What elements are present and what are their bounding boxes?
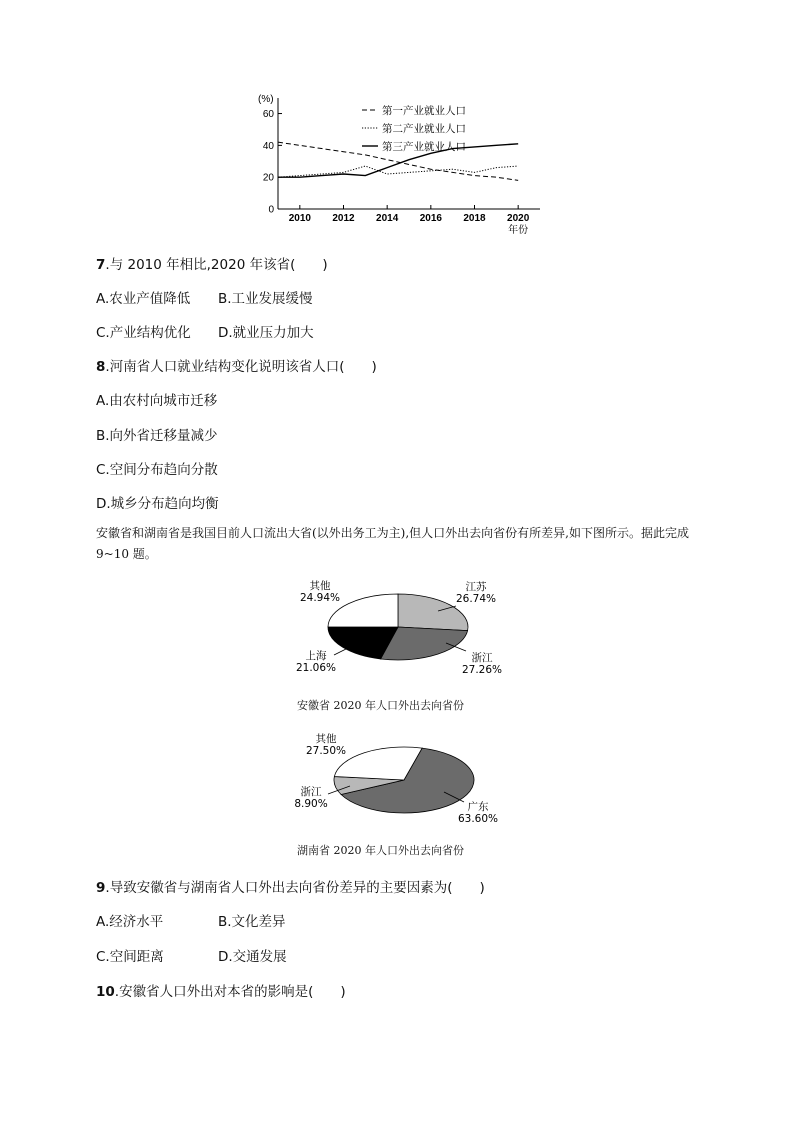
y-tick-label: 20 (262, 172, 274, 184)
question-8-stem (96, 355, 377, 375)
slice-value-label: 27.50% (305, 745, 347, 757)
question-7-stem (96, 253, 328, 273)
question-text: .与 2010 年相比,2020 年该省( ) (105, 257, 328, 273)
legend-label: 第二产业就业人口 (382, 123, 466, 135)
slice-name-label: 江苏 (465, 581, 487, 593)
legend-label: 第三产业就业人口 (382, 141, 466, 153)
question-10-stem (96, 980, 346, 1000)
x-tick-label: 2010 (288, 213, 311, 224)
anhui-pie-title: 安徽省 2020 年人口外出去向省份 (297, 699, 464, 712)
y-tick-label: 40 (262, 140, 274, 152)
q9-option-d: D.交通发展 (218, 949, 287, 965)
slice-value-label: 27.26% (461, 664, 503, 676)
question-number: 7 (96, 257, 106, 273)
slice-value-label: 26.74% (455, 593, 497, 605)
slice-value-label: 63.60% (457, 813, 499, 825)
x-tick-label: 2016 (419, 213, 442, 224)
question-number: 9 (96, 880, 106, 896)
q9-option-c: C.空间距离 (96, 949, 164, 965)
q7-option-c: C.产业结构优化 (96, 325, 191, 341)
anhui-pie-chart (270, 575, 530, 685)
slice-name-label: 浙江 (300, 786, 322, 798)
q8-option-c: C.空间分布趋向分散 (96, 462, 218, 478)
question-text: .河南省人口就业结构变化说明该省人口( ) (105, 359, 377, 375)
x-tick-label: 2014 (376, 213, 399, 224)
q8-option-d: D.城乡分布趋向均衡 (96, 496, 219, 512)
q9-option-a: A.经济水平 (96, 914, 164, 930)
question-text: .安徽省人口外出对本省的影响是( ) (114, 984, 346, 1000)
slice-value-label: 8.90% (294, 798, 328, 810)
y-tick-label: 60 (262, 109, 274, 121)
hunan-pie-chart (270, 726, 530, 832)
x-tick-label: 2018 (463, 213, 486, 224)
slice-name-label: 广东 (467, 801, 489, 813)
question-9-stem (96, 876, 485, 896)
q8-option-b: B.向外省迁移量减少 (96, 428, 218, 444)
q7-option-d: D.就业压力加大 (218, 325, 314, 341)
slice-value-label: 24.94% (299, 592, 341, 604)
employment-line-chart (240, 88, 560, 238)
x-axis-title: 年份 (508, 225, 529, 236)
question-number: 10 (96, 984, 115, 1000)
material-intro: 安徽省和湖南省是我国目前人口流出大省(以外出务工为主),但人口外出去向省份有所差异,如下图所示。据此完成 9~10 题。 (96, 526, 689, 561)
slice-name-label: 其他 (309, 580, 331, 592)
question-text: .导致安徽省与湖南省人口外出去向省份差异的主要因素为( ) (105, 880, 485, 896)
x-tick-label: 2020 (507, 213, 530, 224)
slice-name-label: 浙江 (471, 652, 493, 664)
y-axis-unit: (%) (258, 94, 274, 105)
q7-option-a: A.农业产值降低 (96, 291, 191, 307)
legend-label: 第一产业就业人口 (382, 105, 466, 117)
q7-option-b: B.工业发展缓慢 (218, 291, 313, 307)
q8-option-a: A.由农村向城市迁移 (96, 393, 218, 409)
x-tick-label: 2012 (332, 213, 355, 224)
q9-option-b: B.文化差异 (218, 914, 286, 930)
slice-value-label: 21.06% (295, 662, 337, 674)
y-tick-label: 0 (268, 204, 274, 216)
slice-name-label: 上海 (305, 650, 327, 662)
slice-name-label: 其他 (315, 733, 337, 745)
question-number: 8 (96, 359, 106, 375)
hunan-pie-title: 湖南省 2020 年人口外出去向省份 (297, 844, 464, 857)
